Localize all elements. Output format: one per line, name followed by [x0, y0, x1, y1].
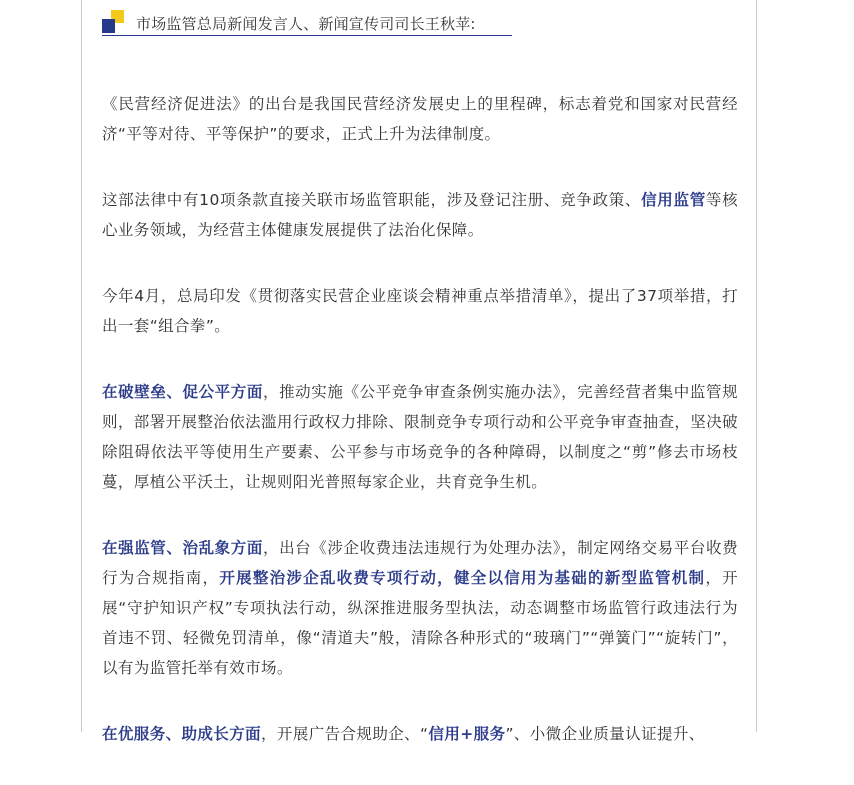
highlight-strong-supervision: 在强监管、治乱象方面 [102, 539, 263, 557]
speaker-title: 市场监管总局新闻发言人、新闻宣传司司长王秋苹: [136, 15, 476, 33]
paragraph-text: 今年4月，总局印发《贯彻落实民营企业座谈会精神重点举措清单》，提出了37项举措，打出一套“组合拳”。 [102, 287, 738, 335]
navy-square [102, 19, 115, 33]
paragraph-6 [102, 719, 738, 749]
article-page [81, 0, 757, 743]
paragraph-text: 《民营经济促进法》的出台是我国民营经济发展史上的里程碑，标志着党和国家对民营经济“平等对待、平等保护”的要求，正式上升为法律制度。 [102, 95, 738, 143]
highlight-fair-competition: 在破壁垒、促公平方面 [102, 383, 263, 401]
paragraph-2 [102, 185, 738, 245]
highlight-optimize-service: 在优服务、助成长方面 [102, 725, 262, 743]
highlight-fee-rectification: 开展整治涉企乱收费专项行动，健全以信用为基础的新型监管机制 [219, 569, 706, 587]
highlight-credit-supervision: 信用监管 [641, 191, 706, 209]
header-underline [102, 35, 512, 36]
paragraph-text: ”、小微企业质量认证提升、 [505, 725, 705, 743]
paragraph-3 [102, 281, 738, 341]
paragraph-text: 这部法律中有10项条款直接关联市场监管职能，涉及登记注册、竞争政策、 [102, 191, 642, 209]
article-body [102, 89, 738, 785]
paragraph-5 [102, 533, 738, 683]
paragraph-text: ，开展“守护知识产权”专项执法行动，纵深推进服务型执法，动态调整市场监管行政违法行为首违不罚、轻微免罚清单，像“清道夫”般，清除各种形式的“玻璃门”“弹簧门”“旋转门”，以有为监管托举有效市场。 [102, 569, 738, 677]
paragraph-1 [102, 89, 738, 149]
paragraph-4 [102, 377, 738, 497]
highlight-credit-plus-service: 信用+服务 [428, 725, 506, 743]
square-logo-icon [102, 10, 126, 36]
paragraph-text: ，推动实施《公平竞争审查条例实施办法》，完善经营者集中监管规则，部署开展整治依法滥用行政权力排除、限制竞争专项行动和公平竞争审查抽查，坚决破除阻碍依法平等使用生产要素、公平参与市场竞争的各种障碍，以制度之“剪”修去市场枝蔓，厚植公平沃土，让规则阳光普照每家企业，共育竞争生机。 [102, 383, 739, 491]
paragraph-text: ，开展广告合规助企、“ [261, 725, 429, 743]
paragraph-text: 等核心业务领域，为经营主体健康发展提供了法治化保障。 [102, 191, 739, 239]
paragraph-text: ，出台《涉企收费违法违规行为处理办法》，制定网络交易平台收费行为合规指南， [102, 539, 738, 587]
section-header [102, 10, 512, 36]
